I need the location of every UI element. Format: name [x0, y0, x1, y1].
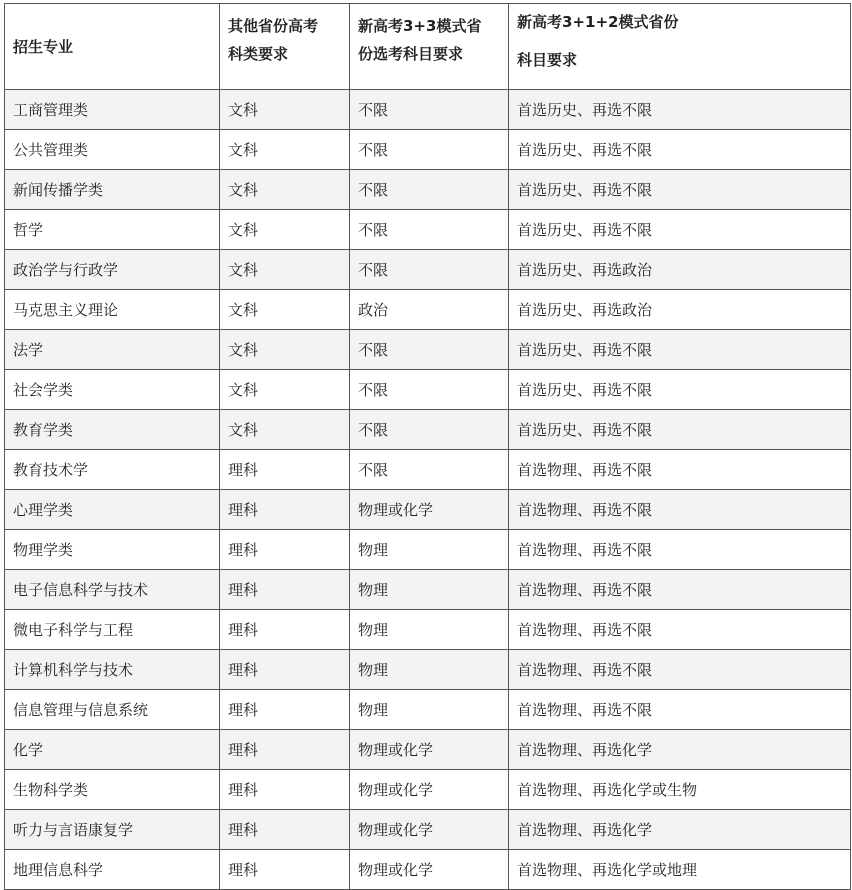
cell-three-one-two: 首选历史、再选不限: [509, 370, 851, 410]
cell-major: 地理信息科学: [5, 850, 220, 890]
cell-three-one-two: 首选历史、再选政治: [509, 290, 851, 330]
cell-three-three: 不限: [350, 330, 509, 370]
cell-three-three: 不限: [350, 170, 509, 210]
cell-major: 听力与言语康复学: [5, 810, 220, 850]
cell-three-one-two: 首选物理、再选不限: [509, 650, 851, 690]
table-row: [5, 250, 851, 290]
cell-three-one-two: 首选历史、再选不限: [509, 410, 851, 450]
cell-three-three: 不限: [350, 370, 509, 410]
table-row: [5, 530, 851, 570]
header-other-line2: 科类要求: [228, 45, 289, 63]
table-row: [5, 330, 851, 370]
cell-other-provinces: 理科: [220, 570, 350, 610]
cell-three-three: 不限: [350, 410, 509, 450]
table-row: [5, 610, 851, 650]
cell-three-one-two: 首选历史、再选不限: [509, 130, 851, 170]
header-row: [5, 4, 851, 90]
cell-three-three: 不限: [350, 130, 509, 170]
header-three-one-two: [509, 4, 851, 90]
cell-other-provinces: 文科: [220, 210, 350, 250]
cell-other-provinces: 文科: [220, 330, 350, 370]
cell-major: 信息管理与信息系统: [5, 690, 220, 730]
cell-three-three: 物理: [350, 690, 509, 730]
cell-three-three: 物理或化学: [350, 730, 509, 770]
table-row: [5, 490, 851, 530]
cell-other-provinces: 理科: [220, 610, 350, 650]
cell-major: 法学: [5, 330, 220, 370]
cell-three-three: 物理: [350, 530, 509, 570]
table-row: [5, 730, 851, 770]
header-three-three: [350, 4, 509, 90]
table-body: [5, 90, 851, 890]
cell-major: 马克思主义理论: [5, 290, 220, 330]
cell-other-provinces: 文科: [220, 170, 350, 210]
table-row: [5, 290, 851, 330]
table-row: [5, 90, 851, 130]
cell-other-provinces: 理科: [220, 650, 350, 690]
cell-three-one-two: 首选物理、再选化学或地理: [509, 850, 851, 890]
cell-three-three: 物理或化学: [350, 850, 509, 890]
cell-three-one-two: 首选历史、再选不限: [509, 170, 851, 210]
cell-three-one-two: 首选历史、再选不限: [509, 330, 851, 370]
cell-three-one-two: 首选历史、再选不限: [509, 210, 851, 250]
cell-other-provinces: 理科: [220, 490, 350, 530]
header-three-one-two-line2: 科目要求: [517, 51, 578, 69]
header-major-label: 招生专业: [13, 38, 74, 56]
header-other-line1: 其他省份高考: [228, 17, 319, 35]
cell-three-one-two: 首选物理、再选不限: [509, 530, 851, 570]
cell-other-provinces: 文科: [220, 290, 350, 330]
subject-requirements-table: [4, 3, 851, 890]
cell-three-one-two: 首选物理、再选不限: [509, 450, 851, 490]
cell-other-provinces: 文科: [220, 250, 350, 290]
cell-three-one-two: 首选物理、再选化学: [509, 810, 851, 850]
cell-major: 公共管理类: [5, 130, 220, 170]
cell-other-provinces: 文科: [220, 410, 350, 450]
cell-three-one-two: 首选物理、再选不限: [509, 490, 851, 530]
cell-three-one-two: 首选历史、再选不限: [509, 90, 851, 130]
cell-other-provinces: 理科: [220, 730, 350, 770]
table-row: [5, 210, 851, 250]
table-row: [5, 690, 851, 730]
cell-three-three: 物理或化学: [350, 810, 509, 850]
cell-major: 社会学类: [5, 370, 220, 410]
cell-three-three: 物理或化学: [350, 770, 509, 810]
cell-three-one-two: 首选物理、再选不限: [509, 690, 851, 730]
cell-other-provinces: 文科: [220, 90, 350, 130]
cell-major: 心理学类: [5, 490, 220, 530]
cell-three-three: 物理或化学: [350, 490, 509, 530]
table-row: [5, 370, 851, 410]
cell-three-one-two: 首选物理、再选化学或生物: [509, 770, 851, 810]
header-three-one-two-line1: 新高考3+1+2模式省份: [517, 13, 679, 31]
table-row: [5, 130, 851, 170]
cell-three-three: 不限: [350, 90, 509, 130]
table-row: [5, 170, 851, 210]
cell-major: 教育技术学: [5, 450, 220, 490]
cell-major: 化学: [5, 730, 220, 770]
table-row: [5, 570, 851, 610]
cell-three-three: 政治: [350, 290, 509, 330]
table-row: [5, 810, 851, 850]
cell-three-three: 不限: [350, 210, 509, 250]
header-three-three-line2: 份选考科目要求: [358, 45, 464, 63]
cell-three-three: 不限: [350, 250, 509, 290]
cell-other-provinces: 理科: [220, 450, 350, 490]
cell-major: 工商管理类: [5, 90, 220, 130]
table-row: [5, 650, 851, 690]
table-row: [5, 450, 851, 490]
table-row: [5, 770, 851, 810]
table-header: [5, 4, 851, 90]
cell-other-provinces: 理科: [220, 690, 350, 730]
header-three-three-line1: 新高考3+3模式省: [358, 17, 482, 35]
cell-major: 计算机科学与技术: [5, 650, 220, 690]
cell-major: 电子信息科学与技术: [5, 570, 220, 610]
cell-other-provinces: 文科: [220, 130, 350, 170]
header-other-provinces: [220, 4, 350, 90]
table-row: [5, 410, 851, 450]
table-row: [5, 850, 851, 890]
cell-major: 物理学类: [5, 530, 220, 570]
cell-major: 教育学类: [5, 410, 220, 450]
cell-three-three: 物理: [350, 570, 509, 610]
cell-three-three: 物理: [350, 650, 509, 690]
cell-other-provinces: 理科: [220, 770, 350, 810]
cell-major: 生物科学类: [5, 770, 220, 810]
cell-major: 新闻传播学类: [5, 170, 220, 210]
cell-three-one-two: 首选物理、再选化学: [509, 730, 851, 770]
cell-three-one-two: 首选历史、再选政治: [509, 250, 851, 290]
header-major: [5, 4, 220, 90]
cell-three-three: 不限: [350, 450, 509, 490]
cell-three-three: 物理: [350, 610, 509, 650]
cell-other-provinces: 理科: [220, 810, 350, 850]
cell-major: 政治学与行政学: [5, 250, 220, 290]
cell-other-provinces: 理科: [220, 530, 350, 570]
cell-major: 哲学: [5, 210, 220, 250]
cell-three-one-two: 首选物理、再选不限: [509, 570, 851, 610]
cell-other-provinces: 理科: [220, 850, 350, 890]
cell-three-one-two: 首选物理、再选不限: [509, 610, 851, 650]
cell-other-provinces: 文科: [220, 370, 350, 410]
cell-major: 微电子科学与工程: [5, 610, 220, 650]
